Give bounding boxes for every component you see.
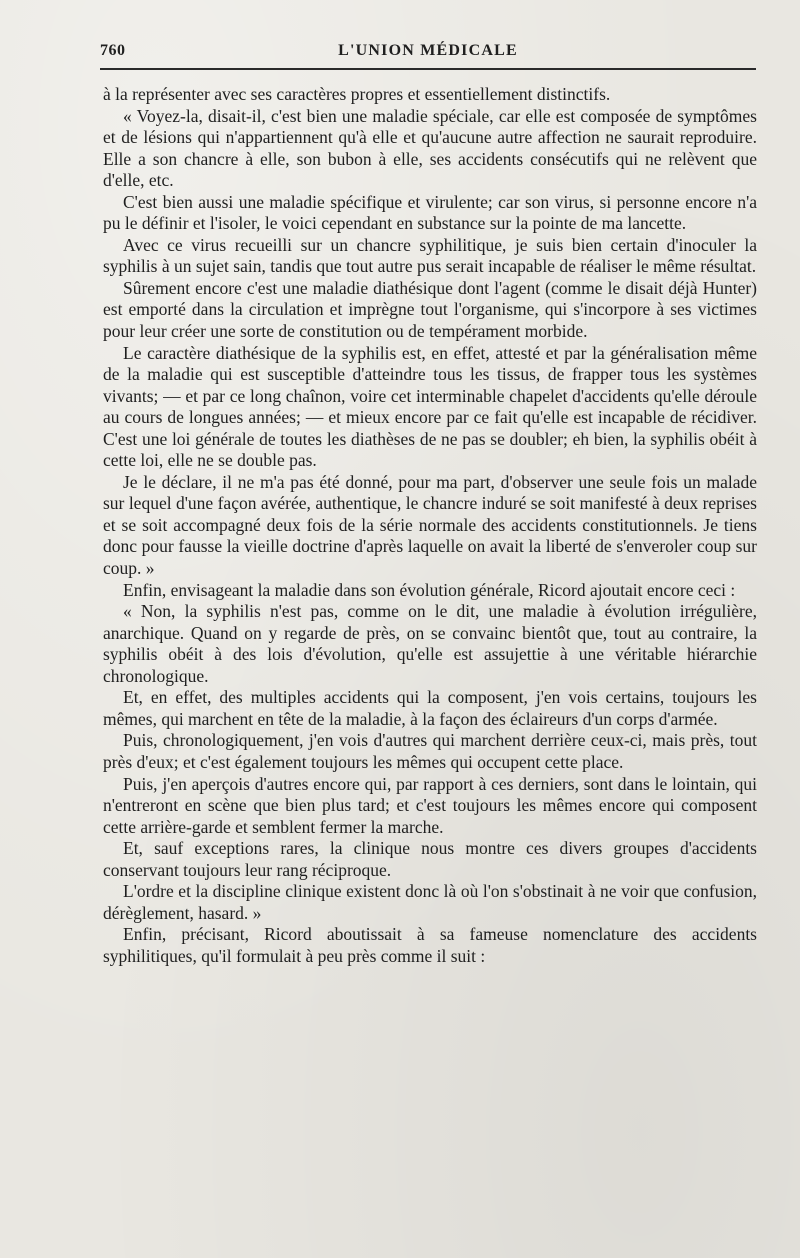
paragraph: Enfin, envisageant la maladie dans son évolution générale, Ricord ajoutait encore ceci :: [123, 579, 736, 600]
paragraph: « Non, la syphilis n'est pas, comme on le dit, une maladie à évolution irrégulière, anarchique. Quand on y regarde de près, on se convainc bientôt que, tout au contraire, la syphilis obéit à des lois d'évolution, qu'elle est assujettie à une véritable hiérarchie chronologique.: [103, 601, 757, 686]
running-title: L'UNION MÉDICALE: [338, 42, 518, 59]
paragraph: Et, en effet, des multiples accidents qui la composent, j'en vois certains, toujours les mêmes, qui marchent en tête de la maladie, à la façon des éclaireurs d'un corps d'armée.: [103, 687, 757, 729]
paragraph: C'est bien aussi une maladie spécifique et virulente; car son virus, si personne encore n'a pu le définir et l'isoler, le voici cependant en substance sur la pointe de ma lancette.: [103, 191, 757, 234]
paragraph: Sûrement encore c'est une maladie diathésique dont l'agent (comme le disait déjà Hunter) est emporté dans la circulation et imprègne tout l'organisme, qui s'incorpore à ses victimes pour leur créer une sorte de constitution ou de tempérament morbide.: [103, 277, 757, 342]
header-rule: [100, 68, 756, 70]
paragraph: Le caractère diathésique de la syphilis est, en effet, attesté et par la généralisation même de la maladie qui est susceptible d'atteindre tous les tissus, de frapper tous les systèmes vivants; — et par ce long chaînon, voire cet interminable chapelet d'accidents qu'elle déroule au cours de longues années; — et mieux encore par ce fait qu'elle est incapable de récidiver. C'est une loi générale de toutes les diathèses de ne pas se doubler; eh bien, la syphilis obéit à cette loi, elle ne se double pas.: [103, 342, 757, 471]
page-number: 760: [100, 42, 126, 59]
paragraph: « Voyez-la, disait-il, c'est bien une maladie spéciale, car elle est composée de symptômes et de lésions qui n'appartiennent qu'à elle et qu'aucune autre affection ne saurait reproduire. Elle a son chancre à elle, son bubon à elle, ses accidents consécutifs qui ne relèvent que d'elle, etc.: [103, 105, 757, 191]
paragraph: Enfin, précisant, Ricord aboutissait à sa fameuse nomenclature des accidents syphilitiques, qu'il formulait à peu près comme il suit :: [103, 924, 757, 966]
paragraph: L'ordre et la discipline clinique existent donc là où l'on s'obstinait à ne voir que confusion, dérèglement, hasard. »: [103, 881, 757, 923]
page-header: [100, 36, 756, 66]
paragraph: Puis, j'en aperçois d'autres encore qui, par rapport à ces derniers, sont dans le lointain, qui n'entreront en scène que bien plus tard; et c'est toujours les mêmes encore qui composent cette arrière-garde et semblent fermer la marche.: [103, 773, 757, 837]
body-text: [103, 84, 757, 967]
paragraph: Puis, chronologiquement, j'en vois d'autres qui marchent derrière ceux-ci, mais près, tout près d'eux; et c'est également toujours les mêmes qui occupent cette place.: [103, 730, 757, 772]
paragraph: Je le déclare, il ne m'a pas été donné, pour ma part, d'observer une seule fois un malade sur lequel d'une façon avérée, authentique, le chancre induré se soit manifesté à deux reprises et se soit accompagné deux fois de la série normale des accidents constitutionnels. Je tiens donc pour fausse la vieille doctrine d'après laquelle on avait la liberté de s'enveroler coup sur coup. »: [103, 471, 757, 579]
paragraph: Avec ce virus recueilli sur un chancre syphilitique, je suis bien certain d'inoculer la syphilis à un sujet sain, tandis que tout autre pus serait incapable de réaliser le même résultat.: [103, 234, 757, 277]
paragraph: à la représenter avec ses caractères propres et essentiellement distinctifs.: [103, 84, 611, 104]
paragraph: Et, sauf exceptions rares, la clinique nous montre ces divers groupes d'accidents conservant toujours leur rang réciproque.: [103, 838, 757, 880]
